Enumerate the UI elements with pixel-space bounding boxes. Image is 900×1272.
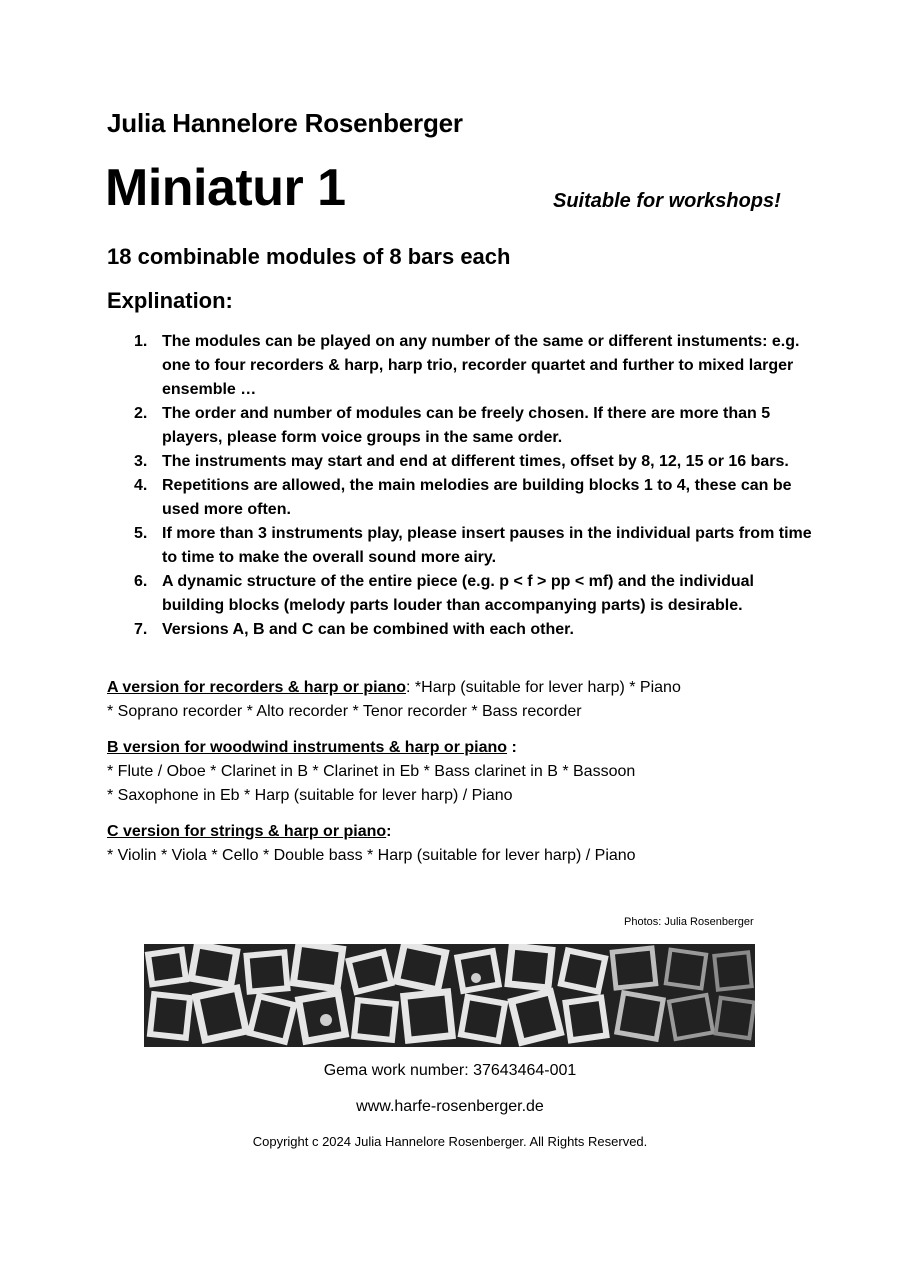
list-item xyxy=(134,402,814,450)
photo-frames-graphic xyxy=(144,944,755,1047)
list-item-number: 5. xyxy=(134,525,148,542)
list-item-number: 7. xyxy=(134,621,148,638)
version-a-label: A version for recorders & harp or piano xyxy=(107,679,407,696)
list-item-text: The order and number of modules can be freely chosen. If there are more than 5 players, please form voice groups in the same order. xyxy=(162,405,771,446)
photo-image xyxy=(144,944,755,1047)
list-item xyxy=(134,330,814,402)
list-item-text: Versions A, B and C can be combined with each other. xyxy=(162,621,574,638)
version-a xyxy=(107,676,807,724)
versions-section xyxy=(107,676,807,880)
composer-name: Julia Hannelore Rosenberger xyxy=(107,108,463,138)
list-item xyxy=(134,450,814,474)
copyright-notice: Copyright c 2024 Julia Hannelore Rosenberger. All Rights Reserved. xyxy=(252,1134,648,1149)
list-item-number: 2. xyxy=(134,405,148,422)
version-c-separator: : xyxy=(386,823,392,840)
gema-work-number: Gema work number: 37643464-001 xyxy=(323,1062,577,1079)
version-b-instruments-2: * Saxophone in Eb * Harp (suitable for lever harp) / Piano xyxy=(107,787,513,804)
version-c xyxy=(107,820,807,868)
version-a-instruments-1: *Harp (suitable for lever harp) * Piano xyxy=(410,679,681,696)
version-c-instruments-1: * Violin * Viola * Cello * Double bass * Harp (suitable for lever harp) / Piano xyxy=(107,847,636,864)
list-item xyxy=(134,570,814,618)
page-title: Miniatur 1 xyxy=(105,159,346,217)
list-item xyxy=(134,474,814,522)
list-item-number: 1. xyxy=(134,333,148,350)
version-b-separator: : xyxy=(507,739,517,756)
version-b-label: B version for woodwind instruments & harp or piano xyxy=(107,739,508,756)
list-item-text: A dynamic structure of the entire piece (e.g. p < f > pp < mf) and the individual building blocks (melody parts louder than accompanying parts) is desirable. xyxy=(162,573,754,614)
version-b-instruments-1: * Flute / Oboe * Clarinet in B * Clarinet in Eb * Bass clarinet in B * Bassoon xyxy=(107,763,636,780)
list-item-text: The instruments may start and end at different times, offset by 8, 12, 15 or 16 bars. xyxy=(162,453,789,470)
list-item-text: The modules can be played on any number of the same or different instuments: e.g. one to four recorders & harp, harp trio, recorder quartet and further to mixed larger ensemble … xyxy=(162,333,800,398)
tagline: Suitable for workshops! xyxy=(553,190,781,212)
photo-credit: Photos: Julia Rosenberger xyxy=(624,916,754,928)
list-item-number: 6. xyxy=(134,573,148,590)
list-item xyxy=(134,522,814,570)
subtitle: 18 combinable modules of 8 bars each xyxy=(107,244,511,269)
list-item-number: 4. xyxy=(134,477,148,494)
version-b xyxy=(107,736,807,808)
version-c-label: C version for strings & harp or piano xyxy=(107,823,387,840)
version-a-instruments-2: * Soprano recorder * Alto recorder * Tenor recorder * Bass recorder xyxy=(107,703,582,720)
list-item-text: Repetitions are allowed, the main melodies are building blocks 1 to 4, these can be used more often. xyxy=(162,477,792,518)
list-item-number: 3. xyxy=(134,453,148,470)
explanation-list xyxy=(134,330,814,642)
website-link[interactable]: www.harfe-rosenberger.de xyxy=(356,1098,544,1115)
explanation-heading: Explination: xyxy=(107,288,233,313)
list-item-text: If more than 3 instruments play, please insert pauses in the individual parts from time to time to make the overall sound more airy. xyxy=(162,525,812,566)
list-item xyxy=(134,618,814,642)
version-a-separator: : xyxy=(406,679,411,696)
